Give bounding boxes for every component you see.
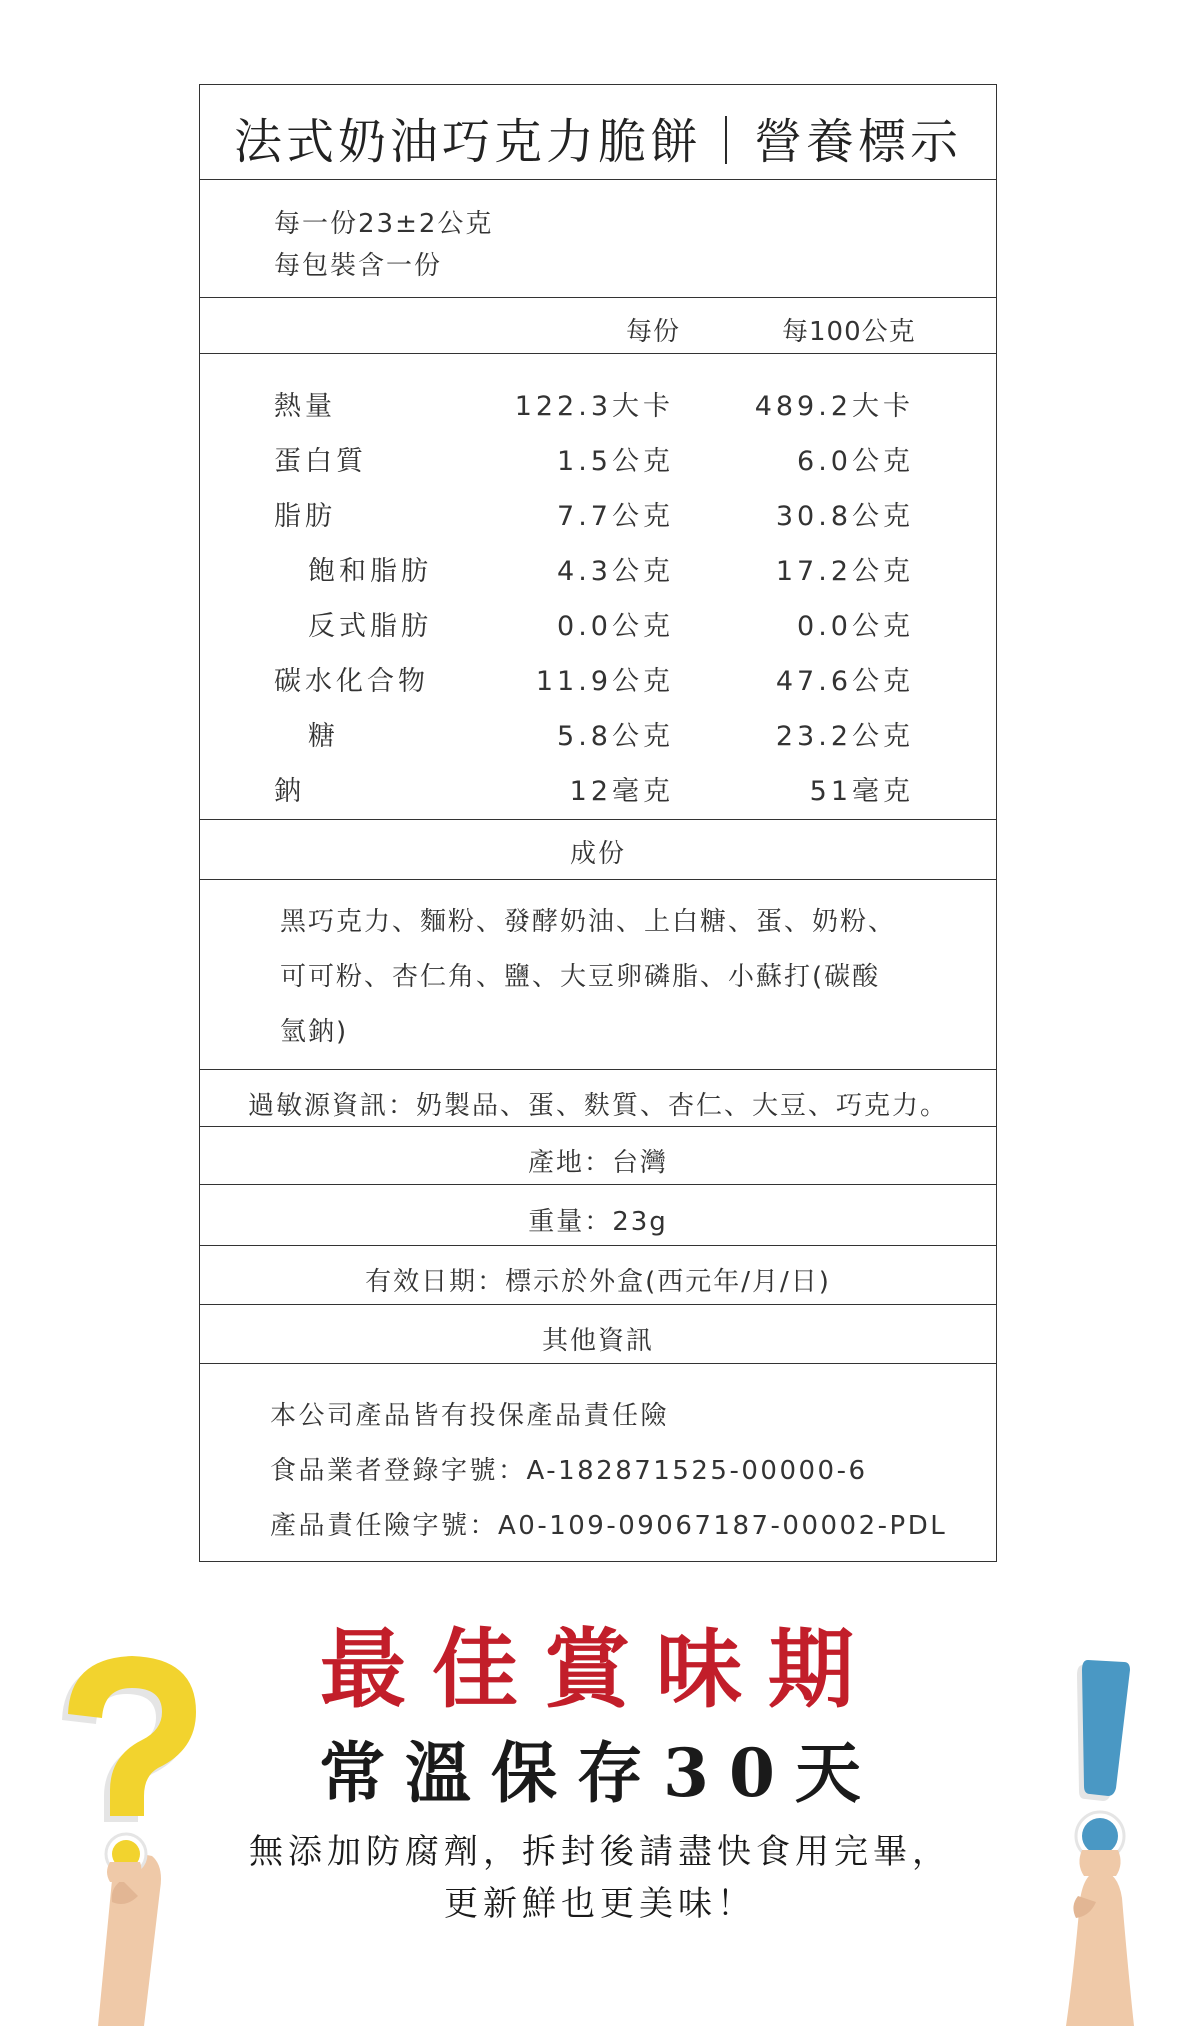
divider (200, 1304, 996, 1305)
nutrient-per-100g: 23.2公克 (775, 721, 914, 752)
ingredients-line: 黑巧克力、麵粉、發酵奶油、上白糖、蛋、奶粉、 (280, 907, 897, 937)
ingredients-line: 可可粉、杏仁角、鹽、大豆卵磷脂、小蘇打(碳酸 (280, 962, 881, 992)
divider (200, 179, 996, 180)
registration-number: 食品業者登錄字號：A-182871525-00000-6 (270, 1456, 868, 1486)
nutrient-per-serving: 0.0公克 (557, 611, 674, 642)
divider (200, 1126, 996, 1127)
nutrient-per-serving: 11.9公克 (535, 666, 674, 697)
column-header-per-100g: 每100公克 (782, 317, 916, 347)
insurance-statement: 本公司產品皆有投保產品責任險 (270, 1401, 670, 1431)
nutrient-label: 碳水化合物 (274, 666, 429, 697)
nutrient-label: 糖 (308, 721, 339, 752)
nutrient-label: 反式脂肪 (308, 611, 432, 642)
origin-info: 產地：台灣 (527, 1148, 668, 1178)
nutrient-label: 熱量 (274, 391, 336, 422)
preservative-note: 無添加防腐劑，拆封後請盡快食用完畢， (249, 1832, 951, 1872)
servings-per-package: 每包裝含一份 (274, 251, 443, 281)
nutrient-label: 飽和脂肪 (308, 556, 432, 587)
exclamation-mark-sign-icon (1030, 1650, 1170, 2026)
ingredients-list (280, 895, 920, 1060)
expiry-info: 有效日期：標示於外盒(西元年/月/日) (365, 1267, 831, 1297)
divider (200, 1245, 996, 1246)
nutrient-per-100g: 47.6公克 (775, 666, 914, 697)
other-info-heading: 其他資訊 (541, 1326, 654, 1356)
divider (200, 1184, 996, 1185)
nutrient-per-100g: 0.0公克 (797, 611, 914, 642)
nutrient-label: 鈉 (274, 776, 305, 807)
nutrient-per-100g: 489.2大卡 (754, 391, 914, 422)
divider (200, 297, 996, 298)
nutrient-per-serving: 7.7公克 (557, 501, 674, 532)
nutrient-label: 蛋白質 (274, 446, 367, 477)
nutrient-per-100g: 17.2公克 (775, 556, 914, 587)
divider (200, 353, 996, 354)
nutrient-per-serving: 122.3大卡 (514, 391, 674, 422)
storage-note: 常溫保存30天 (319, 1734, 881, 1812)
divider (200, 819, 996, 820)
column-header-per-serving: 每份 (626, 317, 681, 347)
ingredients-heading: 成份 (569, 839, 626, 869)
divider (200, 1363, 996, 1364)
question-mark-sign-icon (40, 1650, 210, 2026)
allergen-info: 過敏源資訊：奶製品、蛋、麩質、杏仁、大豆、巧克力。 (247, 1091, 948, 1121)
best-before-title: 最佳賞味期 (320, 1619, 880, 1720)
panel-title: 法式奶油巧克力脆餅｜營養標示 (233, 114, 962, 170)
nutrient-label: 脂肪 (274, 501, 336, 532)
divider (200, 1069, 996, 1070)
weight-info: 重量：23g (528, 1207, 668, 1237)
ingredients-line: 氫鈉) (280, 1017, 349, 1047)
freshness-note: 更新鮮也更美味！ (444, 1884, 756, 1924)
nutrient-per-serving: 5.8公克 (557, 721, 674, 752)
divider (200, 879, 996, 880)
insurance-number: 產品責任險字號：A0-109-09067187-00002-PDL (270, 1511, 948, 1541)
nutrient-per-serving: 4.3公克 (557, 556, 674, 587)
nutrition-panel (199, 84, 997, 1562)
serving-size: 每一份23±2公克 (274, 209, 494, 239)
nutrient-per-serving: 1.5公克 (557, 446, 674, 477)
nutrient-per-100g: 6.0公克 (797, 446, 914, 477)
nutrient-per-100g: 51毫克 (809, 776, 914, 807)
nutrient-per-100g: 30.8公克 (775, 501, 914, 532)
nutrient-per-serving: 12毫克 (569, 776, 674, 807)
